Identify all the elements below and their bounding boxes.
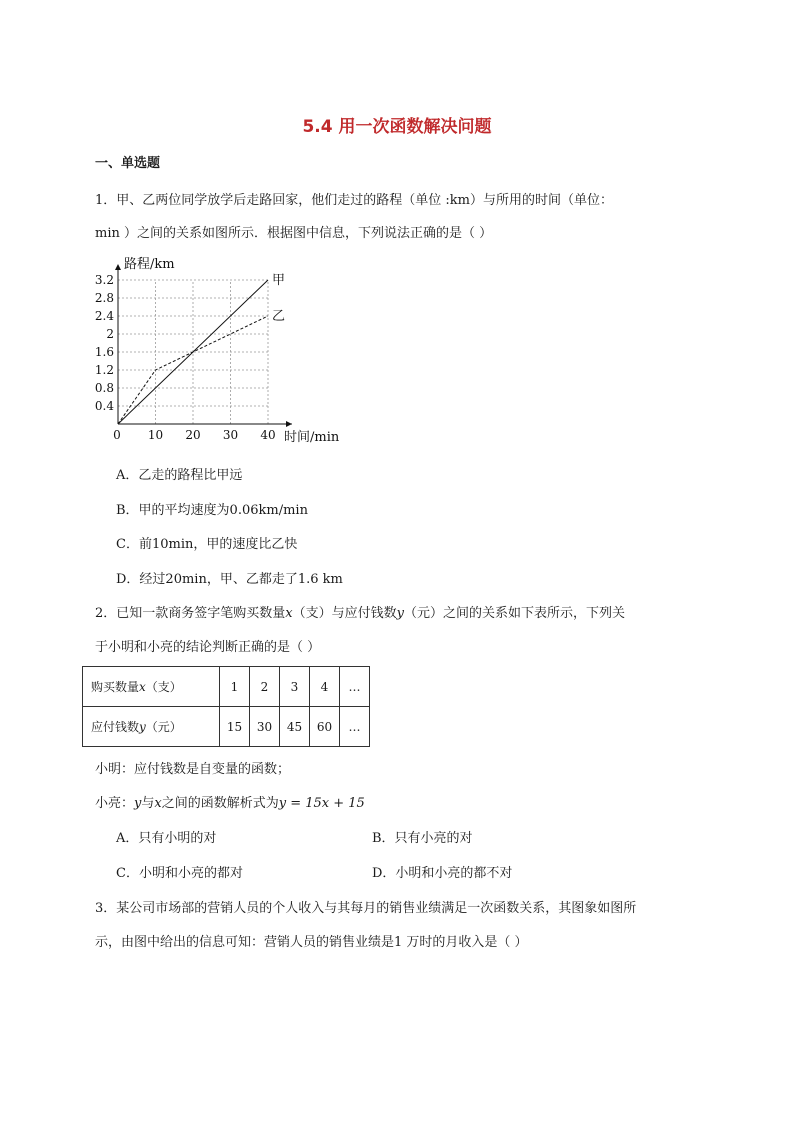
y-tick-label: 0.4 [94,399,114,413]
q2-option-d[interactable]: D．小明和小亮的都不对 [372,866,513,881]
table-cell: 45 [280,707,310,747]
y-tick-label: 2.8 [94,291,114,305]
y-tick-label: 0.8 [94,381,114,395]
y-tick-label: 2.4 [94,309,114,323]
var-x: x [154,796,162,811]
row-head-var: y [139,720,146,734]
table-row-head [83,667,220,707]
q2-text-line2: 于小明和小亮的结论判断正确的是（ ） [95,640,321,655]
q1-option-b[interactable]: B．甲的平均速度为0.06km/min [116,503,308,518]
y-axis-title: 路程/km [124,257,175,272]
row-head-unit: （元） [145,720,182,734]
x-axis-arrow [286,421,292,427]
section-heading: 一、单选题 [95,156,161,171]
table-row [83,667,370,707]
q1-distance-time-chart [88,252,360,452]
table-cell: 3 [280,667,310,707]
var-y: y [134,796,142,811]
q1-option-d[interactable]: D．经过20min，甲、乙都走了1.6 km [116,572,343,587]
y-tick-label: 2 [106,327,114,341]
q3-text-line1: 3．某公司市场部的营销人员的个人收入与其每月的销售业绩满足一次函数关系，其图象如图所 [95,901,637,916]
x-tick-label: 30 [222,428,239,442]
q1-option-a[interactable]: A．乙走的路程比甲远 [116,468,243,483]
x-tick-label: 0 [113,428,121,442]
table-cell: … [340,707,370,747]
y-tick-label: 1.2 [94,363,114,377]
row-head-var: x [139,680,146,694]
q2-option-a[interactable]: A．只有小明的对 [116,831,217,846]
table-cell: 60 [310,707,340,747]
chart-labels [95,257,340,445]
y-tick-label: 3.2 [94,273,114,287]
q1-text-line1: 1．甲、乙两位同学放学后走路回家，他们走过的路程（单位 :km）与所用的时间（单位： [95,193,613,208]
table-cell: 4 [310,667,340,707]
row-head-label: 应付钱数 [91,720,140,734]
table-cell: 30 [250,707,280,747]
row-head-label: 购买数量 [91,680,140,694]
series-label: 乙 [272,309,286,324]
q1-option-c[interactable]: C．前10min，甲的速度比乙快 [116,537,298,552]
var-y: y [396,606,404,621]
xiaoliang-prefix: 小亮： [95,796,135,811]
y-tick-label: 1.6 [94,345,114,359]
q2-price-table [82,666,370,747]
page-title: 5.4 用一次函数解决问题 [302,117,492,137]
q2-text-b: （支）与应付钱数 [292,606,397,621]
row-head-unit: （支） [145,680,182,694]
q1-text-line2: min ）之间的关系如图所示．根据图中信息，下列说法正确的是（ ） [95,226,493,241]
q2-text-line1 [95,602,625,621]
series-label: 甲 [272,273,286,288]
table-row [83,707,370,747]
q3-text-line2: 示，由图中给出的信息可知：营销人员的销售业绩是1 万时的月收入是（ ） [95,935,528,950]
q2-xiaoming-statement: 小明：应付钱数是自变量的函数； [95,762,291,777]
q2-text-a: 2．已知一款商务签字笔购买数量 [95,606,286,621]
table-cell: 15 [220,707,250,747]
table-row-head [83,707,220,747]
x-axis-title: 时间/min [284,430,340,445]
x-tick-label: 10 [147,428,164,442]
xiaoliang-and: 与 [141,796,155,811]
var-x: x [285,606,293,621]
chart-axes [115,264,292,427]
q2-option-b[interactable]: B．只有小亮的对 [372,831,473,846]
y-axis-arrow [115,264,121,270]
table-cell: … [340,667,370,707]
x-tick-label: 40 [260,428,276,442]
q2-xiaoliang-statement [95,792,365,811]
table-cell: 2 [250,667,280,707]
x-tick-label: 20 [185,428,201,442]
xiaoliang-text: 之间的函数解析式为 [161,796,279,811]
q2-option-c[interactable]: C．小明和小亮的都对 [116,866,243,881]
q2-text-c: （元）之间的关系如下表所示，下列关 [404,606,626,621]
function-formula: y = 15x + 15 [278,796,365,811]
table-cell: 1 [220,667,250,707]
